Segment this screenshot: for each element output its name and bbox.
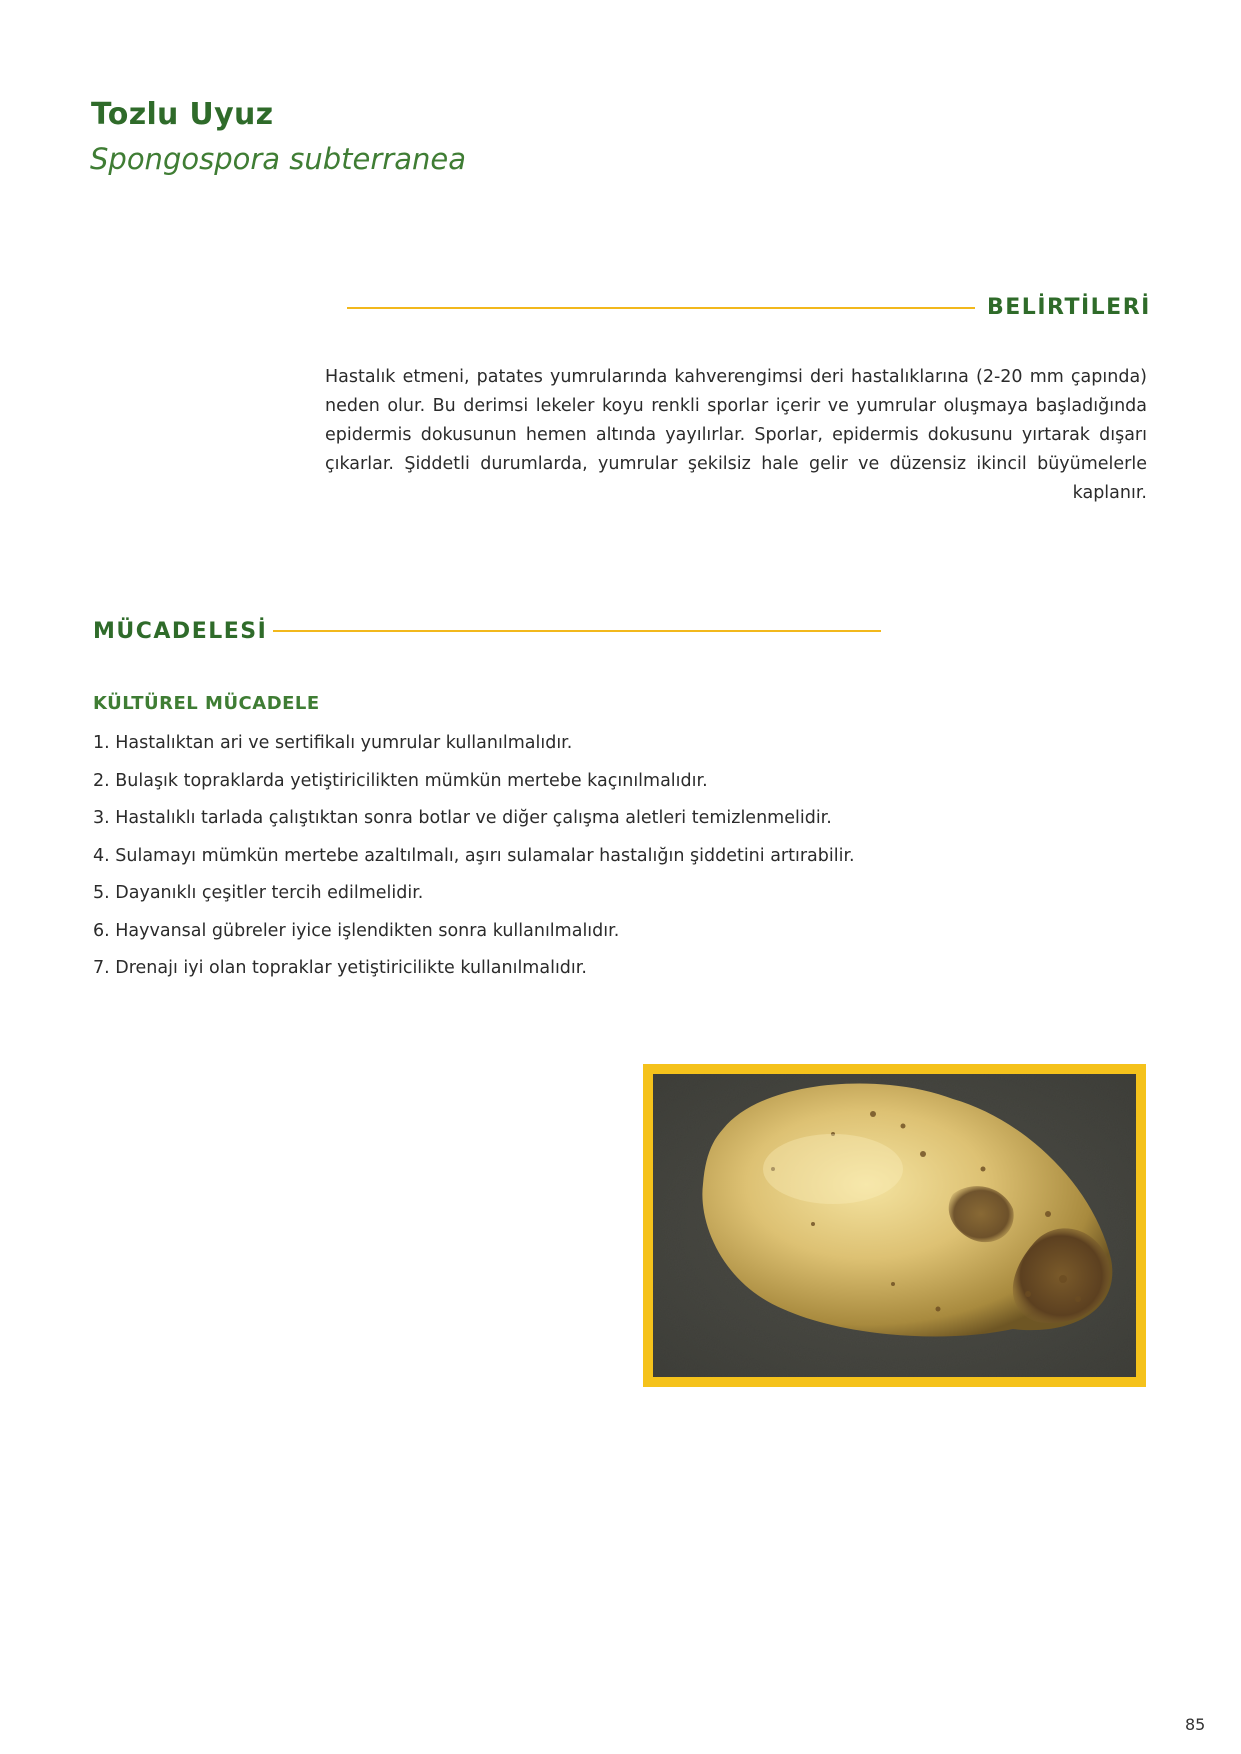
list-item: 7. Drenajı iyi olan topraklar yetiştiricilikte kullanılmalıdır. — [93, 958, 587, 978]
potato-tuber-photo — [653, 1074, 1136, 1377]
list-item: 3. Hastalıklı tarlada çalıştıktan sonra botlar ve diğer çalışma aletleri temizlenmelidir. — [93, 808, 832, 828]
cultural-control-heading: KÜLTÜREL MÜCADELE — [93, 693, 320, 714]
control-heading-rule — [273, 630, 881, 632]
symptoms-heading: BELİRTİLERİ — [987, 295, 1151, 320]
list-item: 6. Hayvansal gübreler iyice işlendikten sonra kullanılmalıdır. — [93, 920, 620, 941]
page-title: Tozlu Uyuz — [91, 97, 274, 132]
control-heading: MÜCADELESİ — [93, 619, 268, 644]
list-item: 1. Hastalıktan ari ve sertifikalı yumrular kullanılmalıdır. — [93, 733, 573, 753]
list-item: 4. Sulamayı mümkün mertebe azaltılmalı, aşırı sulamalar hastalığın şiddetini artırabilir. — [93, 845, 855, 866]
symptoms-heading-rule — [347, 307, 975, 309]
list-item: 5. Dayanıklı çeşitler tercih edilmelidir. — [93, 883, 424, 903]
photo-frame — [643, 1064, 1146, 1387]
symptoms-paragraph: Hastalık etmeni, patates yumrularında kahverengimsi deri hastalıklarına (2-20 mm çapında) neden olur. Bu derimsi lekeler koyu renkli sporlar içerir ve yumrular oluşmaya başladığında epidermis dokusunun hemen altında yayılırlar. Sporlar, epidermis dokusunu yırtarak dışarı çıkarlar. Şiddetli durumlarda, yumrular şekilsiz hale gelir ve düzensiz ikincil büyümelerle kaplanır. — [325, 367, 1147, 503]
list-item: 2. Bulaşık topraklarda yetiştiricilikten mümkün mertebe kaçınılmalıdır. — [93, 770, 708, 791]
page-number: 85 — [1185, 1715, 1206, 1734]
cultural-control-list — [93, 725, 855, 988]
scientific-name: Spongospora subterranea — [90, 142, 466, 176]
